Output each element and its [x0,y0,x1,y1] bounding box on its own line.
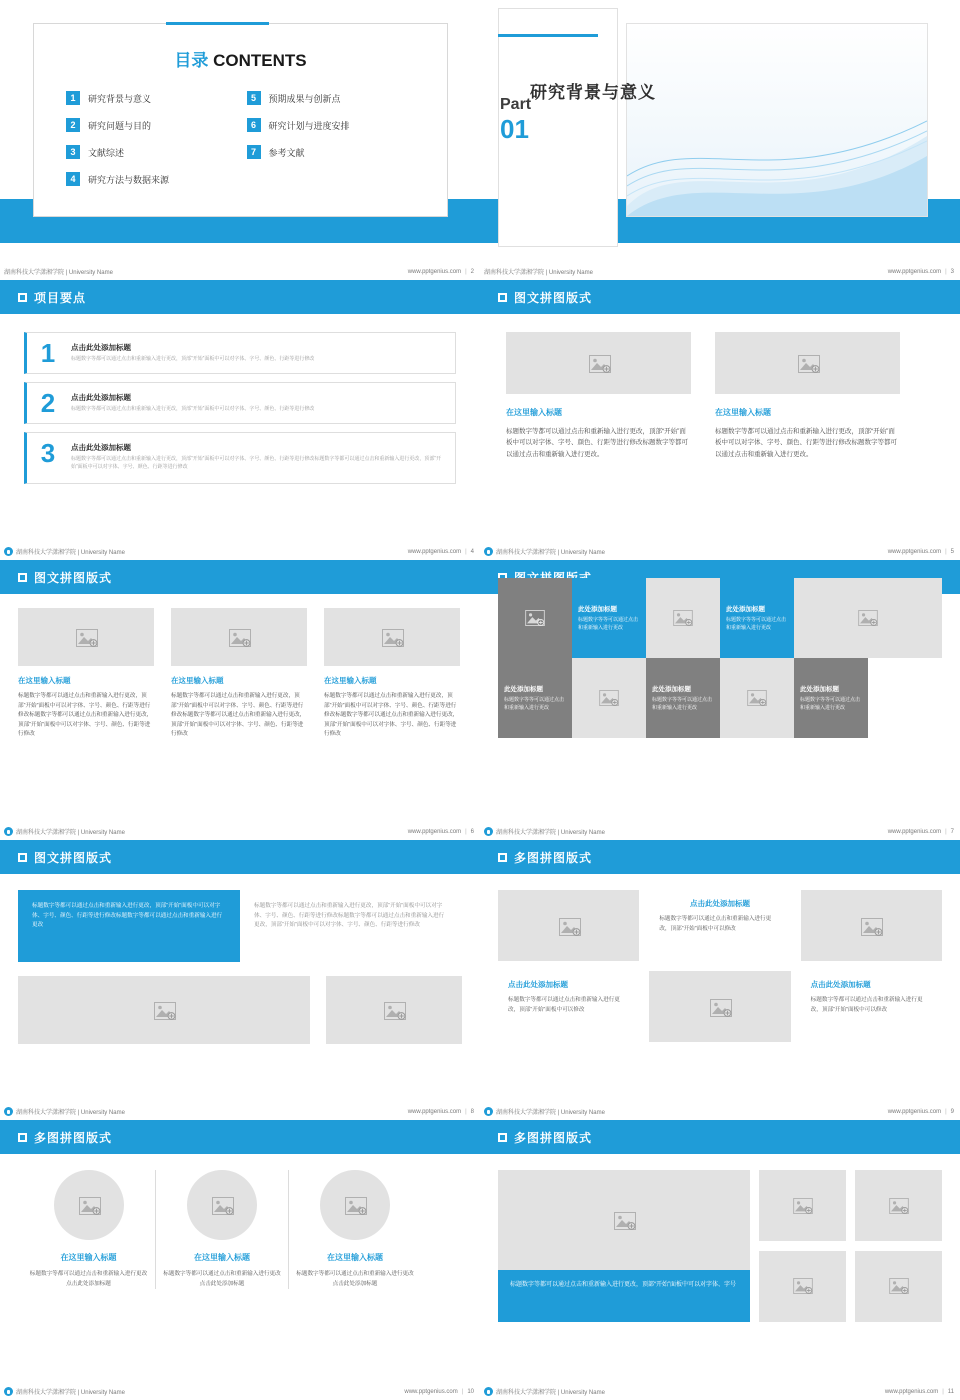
image-placeholder-icon [382,629,402,645]
footer-site: www.pptgenius.com [407,828,462,835]
mosaic-text-tile[interactable] [646,658,720,738]
toc-label: 预期成果与创新点 [268,93,341,104]
points-list [0,314,480,484]
footer-site: www.pptgenius.com [884,1388,939,1395]
slide-title-bar [0,280,480,314]
cell-desc: 标题数字等都可以通过点击和重新输入进行更改，顶部“开始”面板中可以修改 [508,997,620,1013]
school-logo-icon [484,1107,493,1116]
school-logo-icon [484,547,493,556]
page-number: 10 [467,1388,474,1395]
footer-separator: | [465,268,467,275]
contents-card [33,23,448,217]
image-placeholder-icon [154,1002,174,1018]
image-placeholder-icon [798,355,818,371]
thumbnail-grid [759,1170,942,1322]
image-placeholder[interactable] [649,971,790,1042]
image-placeholder-icon [793,1278,813,1294]
point-desc: 标题数字等都可以通过点击和重新输入进行更改，顶部“开始”面板中可以对字体、字号、颜色、行距等进行修改 [71,406,315,412]
footer-site: www.pptgenius.com [887,828,942,835]
image-row [0,962,480,1044]
slide-footer [480,1103,960,1120]
footer-separator: | [945,828,947,835]
image-placeholder[interactable] [171,608,307,666]
slide-footer [0,263,480,280]
footer-separator: | [945,548,947,555]
toc-label: 研究方法与数据来源 [88,174,170,185]
page-number: 3 [950,268,954,275]
footer-site: www.pptgenius.com [404,1388,458,1395]
slide-footer [0,543,480,560]
caption-title: 在这里输入标题 [18,676,71,685]
wave-decoration [627,106,927,216]
caption-desc: 标题数字等都可以通过点击和重新输入进行更改，顶部“开始”面板中可以对字体、字号、颜色、行距等进行修改标题数字等都可以通过点击和重新输入进行更改，顶部“开始”面板中可以对字体、字号、颜色、行距等进行修改 [324,693,459,737]
slide-title: 多图拼图版式 [514,850,593,865]
caption-title: 在这里输入标题 [715,408,771,417]
tile-title: 此处添加标题 [800,686,839,693]
footer-site: www.pptgenius.com [407,1108,462,1115]
square-icon [498,293,507,302]
list-item[interactable] [24,432,456,484]
toc-label: 文献综述 [88,147,125,158]
slide-footer [480,823,960,840]
page-title [34,46,447,71]
toc-item[interactable] [247,145,422,159]
mosaic-text-tile[interactable] [794,658,868,738]
tile-desc: 标题数字等等可以通过点击和重新输入进行更改 [726,617,787,631]
toc-number: 2 [66,118,80,132]
image-placeholder-icon [79,1197,99,1213]
page-title-cn: 目录 [174,51,209,70]
footer-site: www.pptgenius.com [407,268,462,275]
slide-footer [480,543,960,560]
mosaic-text-tile[interactable] [720,578,794,658]
image-placeholder[interactable] [320,1170,390,1240]
image-placeholder[interactable] [720,658,794,738]
footer-org: 湖南科技大学潇湘学院 | University Name [496,550,605,556]
content-grid [498,890,942,1042]
page-number: 8 [470,1108,474,1115]
image-placeholder-icon [589,355,609,371]
slide-title: 图文拼图版式 [34,570,113,585]
toc-label: 研究问题与目的 [88,120,152,131]
cell-desc: 标题数字等都可以通过点击和重新输入进行更改，顶部“开始”面板中可以修改 [659,916,772,932]
slide-body [0,874,480,1102]
slide-body [0,594,480,822]
toc-number: 5 [247,91,261,105]
toc-item[interactable] [247,91,422,105]
slide-title: 多图拼图版式 [34,1130,113,1145]
footer-org: 湖南科技大学潇湘学院 | University Name [496,1110,605,1116]
slide-part-cover [480,0,960,280]
two-column-layout [480,314,960,460]
caption-desc: 标题数字等都可以通过点击和重新输入进行更改，顶部“开始”面板中可以对字体、字号、颜色、行距等进行修改标题数字等都可以通过点击和重新输入进行更改。 [715,428,897,458]
image-placeholder-icon [345,1197,365,1213]
image-placeholder[interactable] [187,1170,257,1240]
footer-site: www.pptgenius.com [407,548,462,555]
list-item[interactable] [24,332,456,374]
circle-item [22,1170,155,1289]
image-placeholder-icon [614,1212,634,1228]
square-icon [18,573,27,582]
text-cell[interactable] [649,890,790,961]
footer-org: 湖南科技大学潇湘学院 | University Name [16,1390,125,1396]
caption-title: 在这里输入标题 [324,676,377,685]
tile-desc: 标题数字等等可以通过点击和重新输入进行更改 [652,697,713,711]
toc-number: 4 [66,172,80,186]
image-placeholder-icon [747,690,767,706]
image-placeholder-icon [793,1198,813,1214]
page-number: 9 [950,1108,954,1115]
image-placeholder-icon [599,690,619,706]
caption-title: 在这里输入标题 [506,408,562,417]
image-placeholder-icon [889,1198,909,1214]
image-placeholder-icon [229,629,249,645]
column [715,332,900,460]
circle-item [288,1170,421,1289]
slide-body [0,1154,480,1382]
tile-title: 此处添加标题 [504,686,543,693]
point-number: 1 [40,338,56,368]
part-number: 01 [500,114,529,144]
image-placeholder[interactable] [498,578,572,658]
image-placeholder[interactable] [18,608,154,666]
slide-multi-image-layout-a [480,840,960,1120]
tile-title: 此处添加标题 [652,686,691,693]
column [171,608,307,740]
image-placeholder-icon [212,1197,232,1213]
blue-text-block[interactable]: 标题数字等都可以通过点击和重新输入进行更改，顶部“开始”面板中可以对字体、字号、颜色、行距等进行修改标题数字等都可以通过点击和重新输入进行更改 [18,890,240,962]
text-cell[interactable] [801,971,942,1042]
point-desc: 标题数字等都可以通过点击和重新输入进行更改，顶部“开始”面板中可以对字体、字号、颜色、行距等进行修改 [71,356,315,362]
point-desc: 标题数字等都可以通过点击和重新输入进行更改，顶部“开始”面板中可以对字体、字号、颜色、行距等进行修改标题数字等都可以通过点击和重新输入进行更改，顶部“开始”面板中可以对字体、字号、颜色、行距等进行修改 [71,456,442,470]
page-number: 4 [470,548,474,555]
image-placeholder[interactable] [506,332,691,394]
school-logo-icon [4,547,13,556]
circle-title: 在这里输入标题 [327,1253,383,1262]
caption-title: 在这里输入标题 [171,676,224,685]
image-placeholder-icon [861,918,881,934]
slide-title-bar [480,840,960,874]
image-placeholder-icon [858,610,878,626]
toc-number: 3 [66,145,80,159]
circle-desc: 标题数字等都可以通过点击和重新输入进行更改 点击此处添加标题 [29,1271,148,1287]
school-logo-icon [4,1107,13,1116]
toc-label: 研究背景与意义 [88,93,152,104]
image-placeholder[interactable] [801,890,942,961]
page-number: 7 [950,828,954,835]
footer-separator: | [461,1388,464,1395]
cell-desc: 标题数字等都可以通过点击和重新输入进行更改，顶部“开始”面板中可以修改 [810,997,923,1013]
slide-project-points [0,280,480,560]
toc-number: 7 [247,145,261,159]
slide-two-image-layout [480,280,960,560]
circle-desc: 标题数字等都可以通过点击和重新输入进行更改 点击此处添加标题 [163,1271,281,1287]
image-placeholder[interactable] [715,332,900,394]
footer-org: 湖南科技大学潇湘学院 | University Name [16,830,125,836]
slide-footer [480,263,960,280]
tile-desc: 标题数字等等可以通过点击和重新输入进行更改 [504,697,565,711]
caption-block[interactable]: 标题数字等都可以通过点击和重新输入进行更改，顶部“开始”面板中可以对字体、字号 [498,1270,750,1322]
tile-title: 此处添加标题 [726,606,765,613]
footer-org: 湖南科技大学潇湘学院 | University Name [496,1390,605,1396]
square-icon [18,853,27,862]
toc-number: 6 [247,118,261,132]
column [324,608,460,740]
circle-item [155,1170,288,1289]
toc-item[interactable] [66,172,241,186]
part-title: 研究背景与意义 [530,83,656,102]
tile-desc: 标题数字等等可以通过点击和重新输入进行更改 [800,697,861,711]
circle-desc: 标题数字等都可以通过点击和重新输入进行更改 点击此处添加标题 [296,1271,414,1287]
slide-title-bar [0,1120,480,1154]
footer-org: 湖南科技大学潇湘学院 | University Name [484,270,593,276]
circle-title: 在这里输入标题 [60,1253,117,1262]
square-icon [18,293,27,302]
point-number: 3 [40,438,56,468]
toc-label: 参考文献 [268,147,305,158]
slide-title: 图文拼图版式 [34,850,113,865]
content-grid [498,1170,942,1322]
cell-title: 点击此处添加标题 [508,980,568,989]
caption-desc: 标题数字等都可以通过点击和重新输入进行更改，顶部“开始”面板中可以对字体、字号、颜色、行距等进行修改标题数字等都可以通过点击和重新输入进行更改，顶部“开始”面板中可以对字体、字号、颜色、行距等进行修改 [171,693,306,737]
slide-multi-image-layout-b [480,1120,960,1400]
part-right-panel [626,23,928,217]
footer-org: 湖南科技大学潇湘学院 | University Name [16,550,125,556]
image-placeholder-icon [673,610,693,626]
square-icon [18,1133,27,1142]
slide-title-bar [480,280,960,314]
page-number: 5 [950,548,954,555]
slide-title-bar [0,840,480,874]
image-placeholder[interactable] [18,976,310,1044]
image-placeholder[interactable] [759,1251,846,1322]
square-icon [498,1133,507,1142]
caption-desc: 标题数字等都可以通过点击和重新输入进行更改，顶部“开始”面板中可以对字体、字号、颜色、行距等进行修改标题数字等都可以通过点击和重新输入进行更改。 [506,428,688,458]
slide-mosaic-layout [480,560,960,840]
cell-title: 点击此处添加标题 [689,899,750,908]
page-title-en: CONTENTS [208,51,307,70]
school-logo-icon [484,827,493,836]
slide-title: 图文拼图版式 [514,290,593,305]
school-logo-icon [484,1387,493,1396]
school-logo-icon [4,827,13,836]
slide-contents [0,0,480,280]
page-number: 6 [470,828,474,835]
image-placeholder[interactable] [794,578,942,658]
slide-body [0,314,480,542]
footer-separator: | [942,1388,944,1395]
image-placeholder[interactable] [646,578,720,658]
mosaic-text-tile[interactable] [498,658,572,738]
footer-site: www.pptgenius.com [887,548,942,555]
image-placeholder-icon [384,1002,404,1018]
image-placeholder-icon [889,1278,909,1294]
main-image-column [498,1170,750,1322]
footer-site: www.pptgenius.com [887,268,942,275]
tile-title: 此处添加标题 [578,606,617,613]
square-icon [498,853,507,862]
circle-title: 在这里输入标题 [194,1253,250,1262]
toc-item[interactable] [66,91,241,105]
slide-footer [0,1103,480,1120]
footer-separator: | [945,268,947,275]
slide-footer [0,1383,480,1400]
white-text-block[interactable]: 标题数字等都可以通过点击和重新输入进行更改，顶部“开始”面板中可以对字体、字号、颜色、行距等进行修改标题数字等都可以通过点击和重新输入进行更改，顶部“开始”面板中可以对字体、字号、颜色、行距等进行修改 [240,890,462,962]
image-placeholder[interactable] [54,1170,124,1240]
footer-org: 湖南科技大学潇湘学院 | University Name [16,1110,125,1116]
slide-footer [480,1383,960,1400]
list-item[interactable] [24,382,456,424]
toc-list [66,91,421,186]
footer-separator: | [465,548,467,555]
three-column-layout [0,594,480,740]
image-placeholder[interactable] [324,608,460,666]
slide-title: 多图拼图版式 [514,1130,593,1145]
part-label: Part [500,96,532,113]
slide-body [480,314,960,542]
mosaic-text-tile[interactable] [572,578,646,658]
footer-org: 湖南科技大学潇湘学院 | University Name [496,830,605,836]
image-placeholder[interactable] [855,1170,942,1241]
point-number: 2 [40,388,56,418]
toc-item[interactable] [66,118,241,132]
image-placeholder-icon [525,610,545,626]
slide-title-bar [0,560,480,594]
column [506,332,691,460]
mosaic-grid [498,578,942,738]
toc-item[interactable] [66,145,241,159]
footer-org: 湖南科技大学潇湘学院 | University Name [4,270,113,276]
image-placeholder-icon [76,629,96,645]
image-placeholder[interactable] [759,1170,846,1241]
image-placeholder[interactable] [572,658,646,738]
toc-item[interactable] [247,118,422,132]
slide-text-image-layout [0,840,480,1120]
footer-site: www.pptgenius.com [887,1108,942,1115]
slide-title-bar [480,1120,960,1154]
text-cell[interactable] [498,971,639,1042]
text-row [0,874,480,962]
footer-separator: | [945,1108,947,1115]
point-title: 点击此处添加标题 [71,443,131,452]
image-placeholder[interactable] [498,1170,750,1270]
image-placeholder-icon [710,999,730,1015]
toc-label: 研究计划与进度安排 [268,120,350,131]
slide-three-image-layout [0,560,480,840]
image-placeholder[interactable] [326,976,462,1044]
circle-row [0,1154,480,1289]
footer-separator: | [465,828,467,835]
image-placeholder[interactable] [855,1251,942,1322]
footer-separator: | [465,1108,467,1115]
slide-circle-layout [0,1120,480,1400]
page-number: 2 [470,268,474,275]
point-title: 点击此处添加标题 [71,393,131,402]
toc-number: 1 [66,91,80,105]
caption-desc: 标题数字等都可以通过点击和重新输入进行更改，顶部“开始”面板中可以对字体、字号、颜色、行距等进行修改标题数字等都可以通过点击和重新输入进行更改，顶部“开始”面板中可以对字体、字号、颜色、行距等进行修改 [18,693,153,737]
image-placeholder-icon [559,918,579,934]
slide-title: 项目要点 [34,290,87,305]
tile-desc: 标题数字等等可以通过点击和重新输入进行更改 [578,617,639,631]
column [18,608,154,740]
point-title: 点击此处添加标题 [71,343,131,352]
image-placeholder[interactable] [498,890,639,961]
slide-footer [0,823,480,840]
page-number: 11 [947,1388,954,1395]
cell-title: 点击此处添加标题 [810,980,871,989]
school-logo-icon [4,1387,13,1396]
